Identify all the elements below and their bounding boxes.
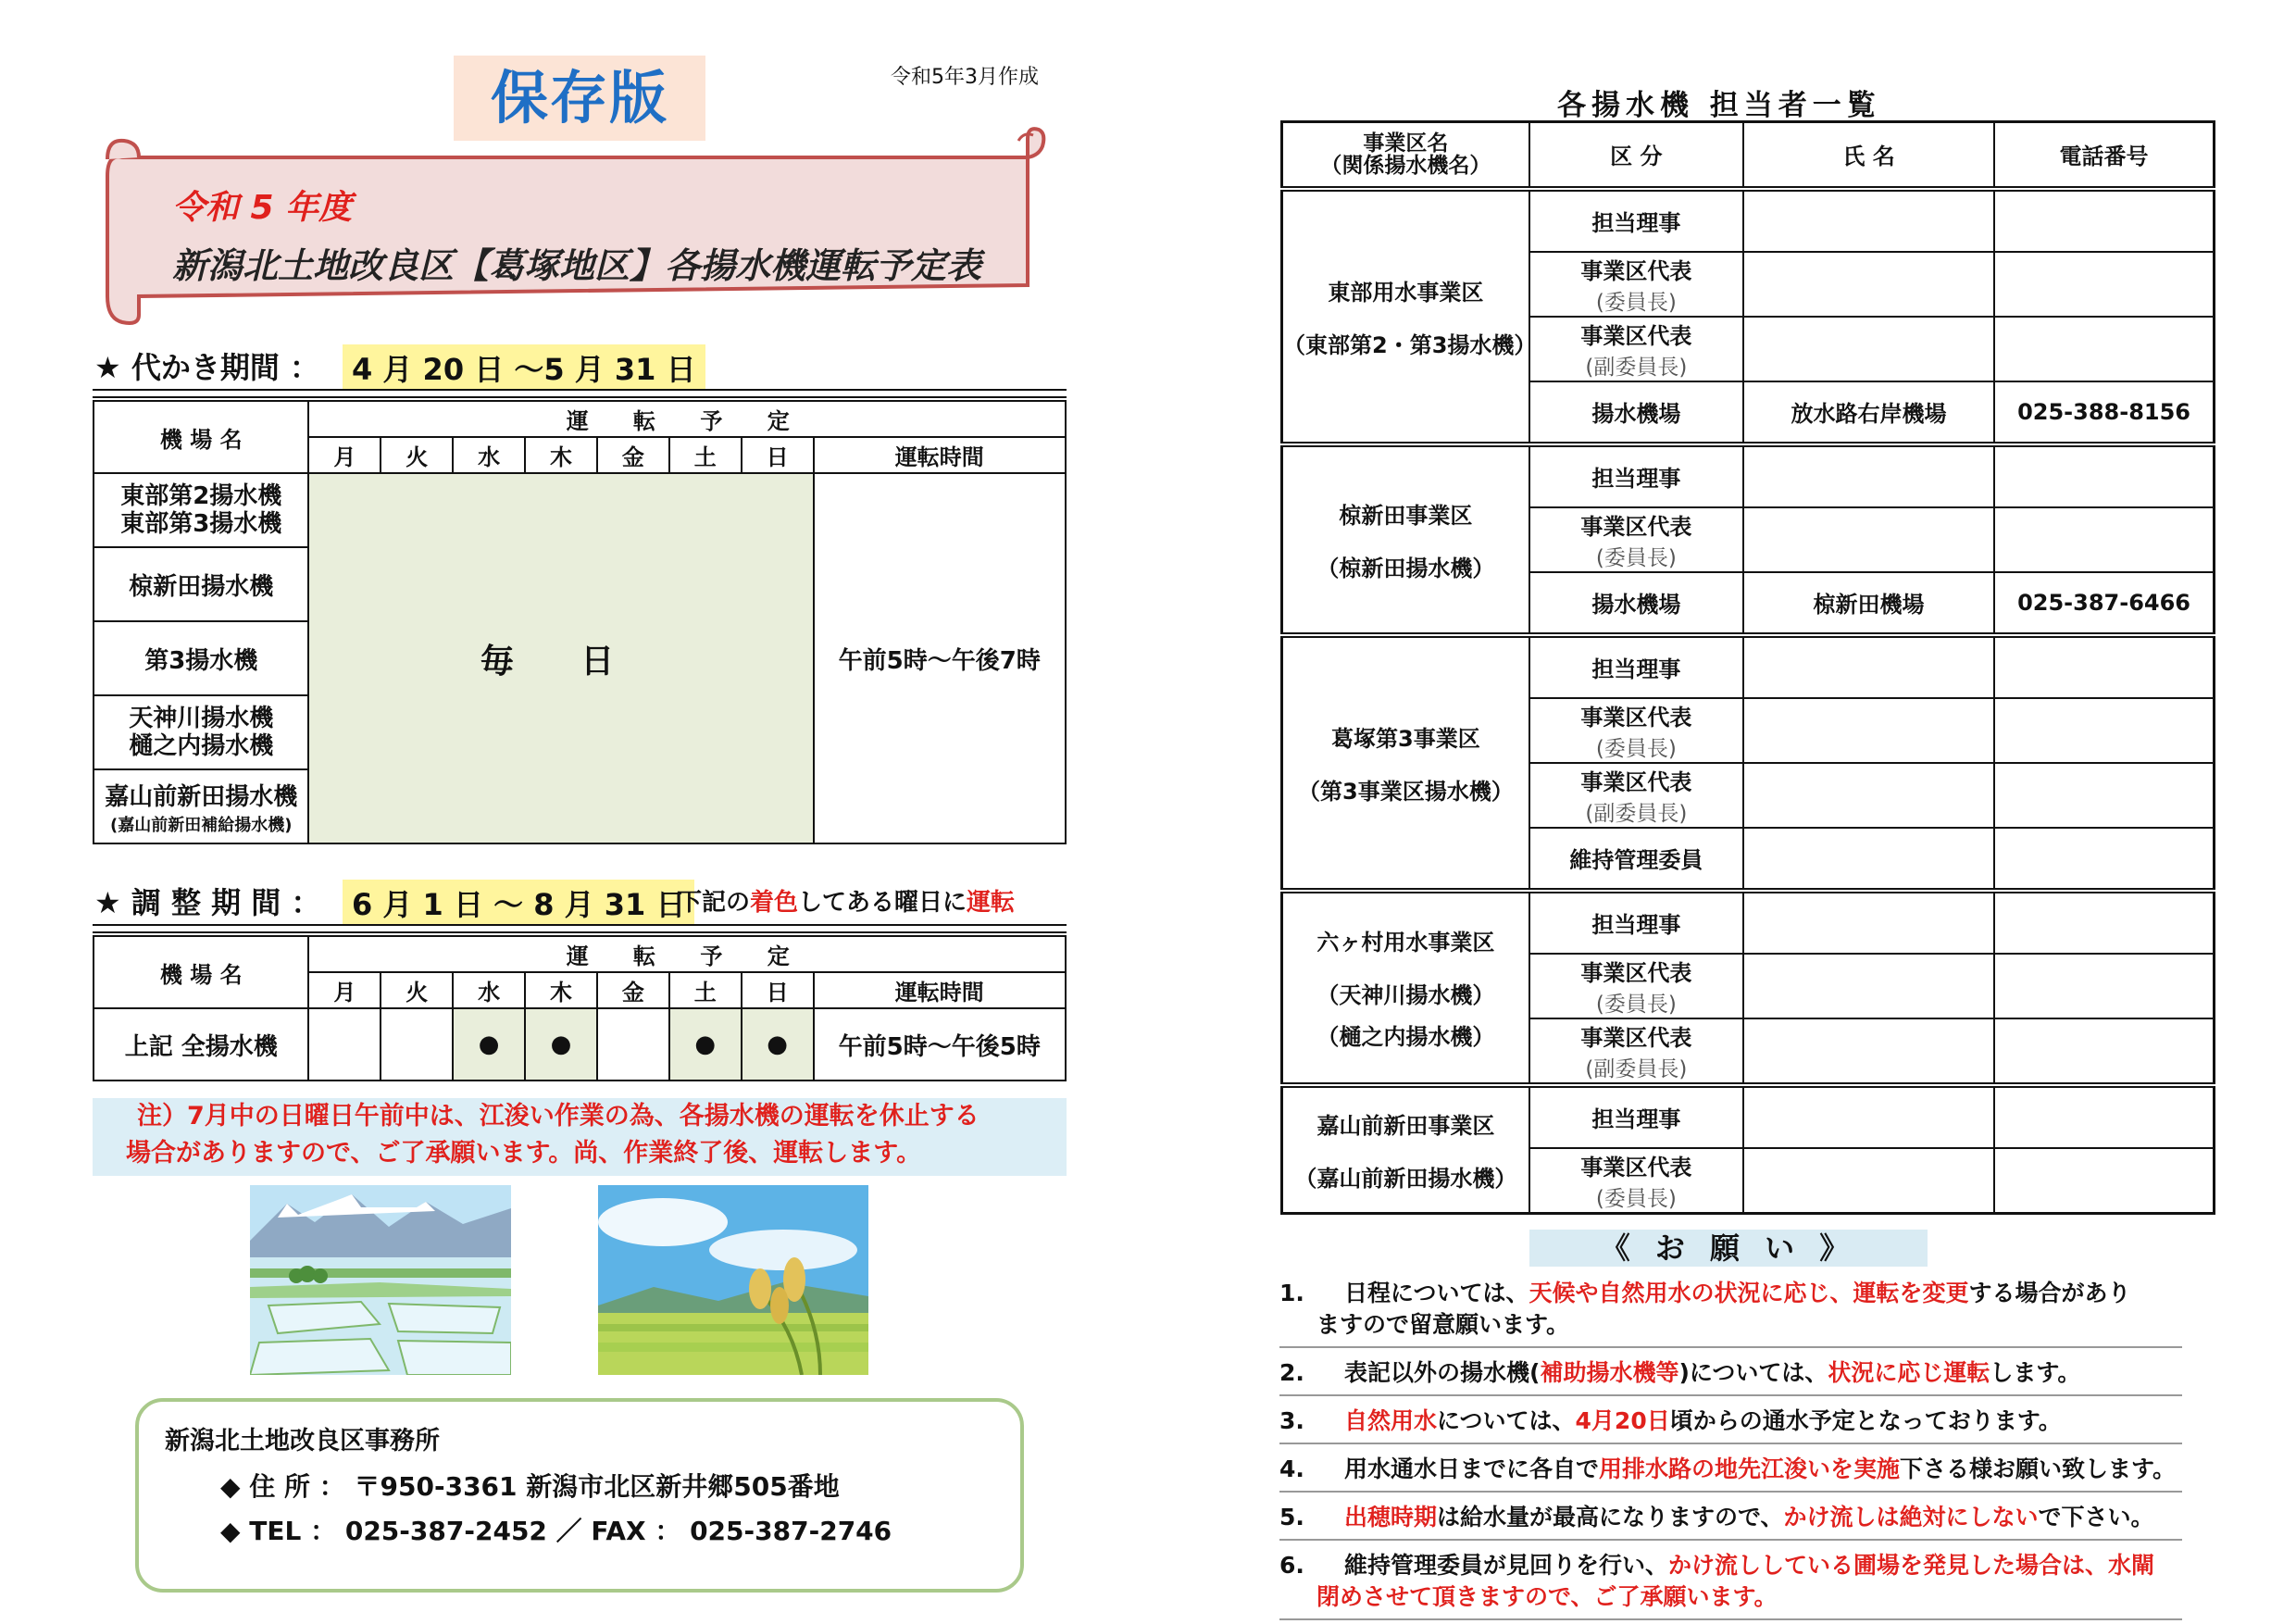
day-header: 水	[453, 437, 525, 473]
role-label: 担当理事	[1591, 210, 1681, 236]
role-sub: (委員長)	[1595, 545, 1677, 570]
request-emphasis: 4月20日	[1575, 1407, 1670, 1434]
role-cell	[1529, 317, 1743, 381]
person-cell	[1743, 1018, 1994, 1085]
day-header: 金	[597, 437, 669, 473]
project-name: 東部用水事業区	[1328, 279, 1484, 306]
person-cell	[1743, 252, 1994, 317]
request-number: 4.	[1279, 1455, 1304, 1482]
contact-row	[1282, 635, 2215, 698]
contact-row	[1282, 189, 2215, 252]
role-label: 担当理事	[1591, 912, 1681, 938]
contact-row	[1282, 444, 2215, 507]
request-number: 1.	[1279, 1280, 1304, 1306]
day-header: 月	[308, 437, 381, 473]
request-text: する場合があり	[1968, 1280, 2131, 1306]
request-emphasis: 自然用水	[1344, 1407, 1438, 1434]
project-cell	[1282, 1085, 1529, 1214]
request-text: は給水量が最高になりますので、	[1437, 1504, 1784, 1530]
role-sub: (委員長)	[1595, 290, 1677, 315]
role-cell	[1529, 1085, 1743, 1148]
rice-field-illustration	[598, 1185, 868, 1375]
project-stations: （東部第2・第3揚水機）	[1283, 331, 1537, 358]
request-number: 3.	[1279, 1407, 1304, 1434]
day-header: 月	[308, 972, 381, 1008]
period2-dates: 6 月 1 日 ～ 8 月 31 日	[343, 880, 694, 926]
role-cell	[1529, 1148, 1743, 1214]
request-text: 表記以外の揚水機(	[1344, 1359, 1541, 1386]
person-cell	[1743, 763, 1994, 828]
person-cell	[1743, 954, 1994, 1018]
run-day-marker: ●	[767, 1031, 788, 1058]
role-sub: (副委員長)	[1585, 801, 1688, 826]
notice-box	[93, 1098, 1067, 1176]
day-header: 火	[381, 972, 453, 1008]
person-cell	[1743, 698, 1994, 763]
project-cell	[1282, 635, 1529, 891]
request-emphasis: かけ流ししている圃場を発見した場合は、水閘	[1668, 1552, 2155, 1579]
requests-list	[1279, 1268, 2182, 1620]
notice-line: 場合がありますので、ご了承願います。尚、作業終了後、運転します。	[126, 1139, 922, 1168]
contacts-table	[1280, 120, 2215, 1215]
run-day-cell	[381, 1008, 453, 1081]
day-header: 火	[381, 437, 453, 473]
role-cell	[1529, 891, 1743, 954]
phone-cell	[1994, 317, 2214, 381]
contact-row	[1282, 1085, 2215, 1148]
station-header: 機 場 名	[94, 401, 308, 473]
phone-cell	[1994, 1018, 2214, 1085]
contact-row	[1282, 891, 2215, 954]
day-header: 日	[742, 972, 814, 1008]
request-text: 用水通水日までに各自で	[1344, 1455, 1600, 1482]
request-text: 維持管理委員が見回りを行い、	[1344, 1552, 1669, 1579]
period1-dates: 4 月 20 日 ～5 月 31 日	[343, 344, 705, 391]
person-cell	[1743, 1085, 1994, 1148]
request-line	[1279, 1454, 2182, 1485]
operating-time: 午前5時～午後5時	[814, 1008, 1067, 1081]
person-cell	[1743, 444, 1994, 507]
station-name: 椋新田揚水機	[94, 547, 308, 621]
role-cell	[1529, 698, 1743, 763]
role-cell	[1529, 252, 1743, 317]
project-stations: （椋新田揚水機）	[1316, 555, 1495, 581]
person-cell	[1743, 891, 1994, 954]
period2-label: ★ 調 整 期 間 ：	[94, 885, 321, 920]
header-project: 事業区名 （関係揚水機名）	[1282, 122, 1529, 189]
station-name: 第3揚水機	[94, 621, 308, 695]
request-emphasis: 出穂時期	[1344, 1504, 1438, 1530]
request-item	[1279, 1348, 2182, 1396]
request-item	[1279, 1541, 2182, 1620]
adjust-row	[94, 1008, 1066, 1081]
person-cell	[1743, 507, 1994, 572]
schedule-table-dakaki	[93, 400, 1067, 844]
project-name: 六ヶ村用水事業区	[1316, 930, 1495, 956]
phone-cell: 025-388-8156	[1994, 381, 2214, 444]
station-name: 東部第2揚水機 東部第3揚水機	[94, 473, 308, 547]
run-day-marker: ●	[694, 1031, 717, 1058]
run-day-cell	[669, 1008, 742, 1081]
day-header: 木	[525, 437, 597, 473]
office-address: ◆ 住 所 ： 〒950-3361 新潟市北区新井郷505番地	[220, 1471, 840, 1502]
request-text: については、	[1437, 1407, 1576, 1434]
rice-paddy-illustration	[250, 1185, 511, 1375]
request-line	[1279, 1357, 2182, 1389]
request-text: 下さる様お願い致します。	[1900, 1455, 2177, 1482]
phone-cell	[1994, 1085, 2214, 1148]
run-day-cell	[308, 1008, 381, 1081]
plan-header: 運 転 予 定	[308, 401, 1066, 437]
station-name-sub: (嘉山前新田補給揚水機)	[110, 815, 293, 835]
note-red: 着色	[750, 889, 799, 917]
project-stations: （第3事業区揚水機）	[1298, 778, 1514, 805]
role-cell	[1529, 828, 1743, 891]
role-cell	[1529, 189, 1743, 252]
project-name: 椋新田事業区	[1339, 502, 1473, 529]
time-header: 運転時間	[814, 437, 1067, 473]
request-continuation: ますので留意願います。	[1316, 1311, 1570, 1338]
station-name: 上記 全揚水機	[94, 1008, 308, 1081]
role-label: 維持管理委員	[1569, 847, 1703, 873]
request-emphasis: 補助揚水機等	[1540, 1359, 1679, 1386]
role-label: 事業区代表	[1580, 1024, 1692, 1051]
day-header: 日	[742, 437, 814, 473]
daily-cell: 毎 日	[308, 473, 813, 843]
operating-time: 午前5時～午後7時	[814, 473, 1067, 843]
phone-cell	[1994, 698, 2214, 763]
day-header: 水	[453, 972, 525, 1008]
run-day-cell	[525, 1008, 597, 1081]
period1-rule	[93, 389, 1067, 398]
role-label: 担当理事	[1591, 656, 1681, 682]
contacts-title: 各揚水機 担当者一覧	[1557, 89, 1881, 122]
project-stations: （樋之内揚水機）	[1316, 1024, 1495, 1050]
day-header: 木	[525, 972, 597, 1008]
role-cell	[1529, 763, 1743, 828]
note-red: 運転	[967, 889, 1016, 917]
schedule-table-adjust	[93, 935, 1067, 1081]
request-line	[1279, 1550, 2182, 1581]
request-text: 日程については、	[1344, 1280, 1529, 1306]
run-day-marker: ●	[478, 1031, 500, 1058]
role-label: 揚水機場	[1591, 592, 1681, 618]
role-cell	[1529, 954, 1743, 1018]
request-item	[1279, 1396, 2182, 1444]
role-sub: (委員長)	[1595, 736, 1677, 761]
request-continuation: 閉めさせて頂きますので、ご了承願います。	[1316, 1583, 1778, 1610]
office-phone: ◆ TEL ： 025-387-2452 ／ FAX ： 025-387-2746	[220, 1516, 892, 1546]
created-date: 令和5年3月作成	[891, 66, 1039, 89]
phone-cell	[1994, 635, 2214, 698]
phone-cell	[1994, 444, 2214, 507]
note-text: 下記の	[678, 889, 751, 917]
role-cell	[1529, 1018, 1743, 1085]
run-day-marker: ●	[550, 1031, 572, 1058]
request-emphasis: 状況に応じ運転	[1828, 1359, 1990, 1386]
role-label: 事業区代表	[1580, 704, 1692, 731]
phone-cell	[1994, 252, 2214, 317]
project-name: 葛塚第3事業区	[1331, 725, 1480, 752]
person-cell	[1743, 1148, 1994, 1214]
project-stations: （嘉山前新田揚水機）	[1294, 1165, 1517, 1192]
request-text: します。	[1990, 1359, 2081, 1386]
run-day-cell	[597, 1008, 669, 1081]
project-stations: （天神川揚水機）	[1316, 982, 1495, 1008]
role-cell	[1529, 444, 1743, 507]
requests-title: 《 お 願 い 》	[1529, 1230, 1928, 1267]
role-sub: (副委員長)	[1585, 1056, 1688, 1081]
header-name: 氏 名	[1743, 122, 1994, 189]
person-cell	[1743, 635, 1994, 698]
station-name	[94, 769, 308, 843]
project-cell	[1282, 189, 1537, 444]
role-label: 担当理事	[1591, 1106, 1681, 1132]
banner-title: 新潟北土地改良区【葛塚地区】各揚水機運転予定表	[172, 245, 982, 286]
person-cell: 椋新田機場	[1743, 572, 1994, 635]
request-item	[1279, 1268, 2182, 1348]
role-label: 事業区代表	[1580, 257, 1692, 284]
role-label: 事業区代表	[1580, 768, 1692, 795]
role-cell	[1529, 381, 1743, 444]
role-sub: (委員長)	[1595, 992, 1677, 1017]
role-label: 事業区代表	[1580, 322, 1692, 349]
role-sub: (委員長)	[1595, 1186, 1677, 1211]
role-sub: (副委員長)	[1585, 355, 1688, 380]
role-label: 事業区代表	[1580, 1154, 1692, 1181]
role-cell	[1529, 572, 1743, 635]
request-line	[1279, 1502, 2182, 1533]
phone-cell	[1994, 828, 2214, 891]
banner-year: 令和 5 年度	[172, 189, 353, 227]
project-cell	[1282, 444, 1529, 635]
header-category: 区 分	[1529, 122, 1743, 189]
period1-label: ★ 代かき期間 ：	[94, 350, 319, 385]
request-text: 頃からの通水予定となっております。	[1669, 1407, 2062, 1434]
request-line	[1279, 1278, 2182, 1309]
station-name: 天神川揚水機 樋之内揚水機	[94, 695, 308, 769]
contacts-body	[1282, 189, 2215, 1214]
office-name: 新潟北土地改良区事務所	[165, 1427, 440, 1455]
phone-cell	[1994, 507, 2214, 572]
request-number: 2.	[1279, 1359, 1304, 1386]
archive-badge: 保存版	[454, 56, 705, 141]
header-phone: 電話番号	[1994, 122, 2214, 189]
project-name: 嘉山前新田事業区	[1316, 1112, 1495, 1139]
plan-header: 運 転 予 定	[308, 936, 1066, 972]
person-cell	[1743, 828, 1994, 891]
phone-cell: 025-387-6466	[1994, 572, 2214, 635]
request-number: 6.	[1279, 1552, 1304, 1579]
period2-note	[678, 883, 1015, 918]
role-label: 揚水機場	[1591, 401, 1681, 427]
role-label: 事業区代表	[1580, 959, 1692, 986]
office-box	[135, 1398, 1024, 1593]
role-cell	[1529, 635, 1743, 698]
request-line	[1279, 1405, 2182, 1437]
request-text: で下さい。	[2038, 1504, 2154, 1530]
request-emphasis: 用排水路の地先江浚いを実施	[1599, 1455, 1901, 1482]
station-header: 機 場 名	[94, 936, 308, 1008]
notice-line: 注）7月中の日曜日午前中は、江浚い作業の為、各揚水機の運転を休止する	[137, 1102, 980, 1131]
day-header: 土	[669, 437, 742, 473]
request-item	[1279, 1444, 2182, 1493]
request-item	[1279, 1493, 2182, 1541]
station-name-main: 嘉山前新田揚水機	[105, 782, 298, 811]
day-header: 金	[597, 972, 669, 1008]
project-cell	[1282, 891, 1529, 1085]
period2-rule	[93, 924, 1067, 933]
request-text: )については、	[1678, 1359, 1828, 1386]
phone-cell	[1994, 189, 2214, 252]
role-label: 事業区代表	[1580, 513, 1692, 540]
request-emphasis: 天候や自然用水の状況に応じ、運転を変更	[1529, 1280, 1969, 1306]
role-label: 担当理事	[1591, 466, 1681, 492]
run-day-cell	[742, 1008, 814, 1081]
role-cell	[1529, 507, 1743, 572]
note-text: してある曜日に	[798, 889, 967, 917]
run-day-cell	[453, 1008, 525, 1081]
person-cell	[1743, 189, 1994, 252]
person-cell	[1743, 317, 1994, 381]
phone-cell	[1994, 1148, 2214, 1214]
time-header: 運転時間	[814, 972, 1067, 1008]
phone-cell	[1994, 763, 2214, 828]
day-header: 土	[669, 972, 742, 1008]
request-number: 5.	[1279, 1504, 1304, 1530]
person-cell: 放水路右岸機場	[1743, 381, 1994, 444]
phone-cell	[1994, 954, 2214, 1018]
request-emphasis: かけ流しは絶対にしない	[1783, 1504, 2039, 1530]
phone-cell	[1994, 891, 2214, 954]
